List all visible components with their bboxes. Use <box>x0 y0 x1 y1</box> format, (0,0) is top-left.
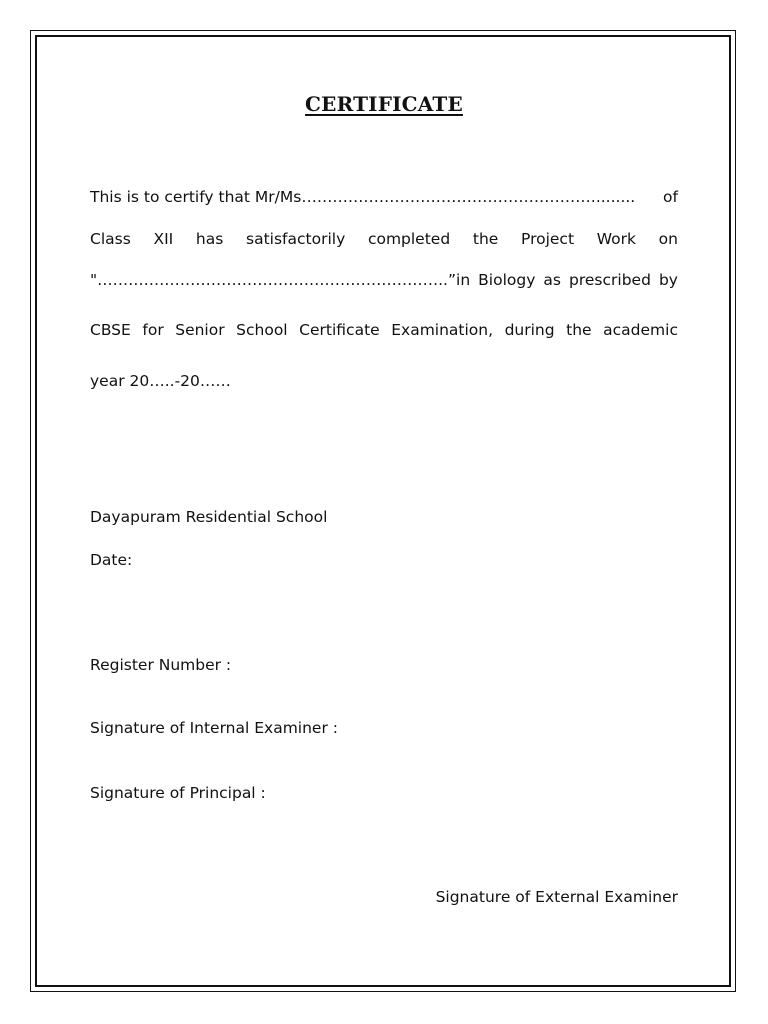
word: Senior <box>175 321 225 339</box>
word: XII <box>153 230 174 248</box>
word: Project <box>521 230 575 248</box>
word: for <box>142 321 164 339</box>
word: CBSE <box>90 321 131 339</box>
word: Certificate <box>299 321 380 339</box>
certify-text: This is to certify that Mr/Ms…………………………………………………........ <box>90 188 636 206</box>
certificate-title <box>0 92 768 116</box>
word: on <box>658 230 678 248</box>
word: completed <box>367 230 451 248</box>
certificate-title-text: CERTIFICATE <box>305 92 463 116</box>
principal-signature-label: Signature of Principal : <box>90 784 266 802</box>
body-line-2 <box>90 229 678 249</box>
body-line-4 <box>90 320 678 340</box>
word: during <box>504 321 555 339</box>
internal-examiner-signature-label: Signature of Internal Examiner : <box>90 719 338 737</box>
word: of <box>663 188 678 206</box>
academic-year-line: year 20…..-20…… <box>90 372 231 390</box>
body-line-3 <box>90 270 678 290</box>
word: School <box>236 321 288 339</box>
word: satisfactorily <box>246 230 346 248</box>
date-label: Date: <box>90 551 133 569</box>
word: as <box>543 271 561 289</box>
word: Examination, <box>391 321 494 339</box>
register-number-label: Register Number : <box>90 656 232 674</box>
word: Class <box>90 230 131 248</box>
word: by <box>658 271 678 289</box>
body-line-1 <box>90 187 678 207</box>
word: academic <box>603 321 678 339</box>
word: the <box>472 230 499 248</box>
external-examiner-signature-label: Signature of External Examiner <box>435 888 678 906</box>
project-title-blank: "…………………………………………………………..”in <box>90 271 471 289</box>
school-name: Dayapuram Residential School <box>90 508 328 526</box>
word: has <box>195 230 224 248</box>
word: Work <box>596 230 636 248</box>
word: Biology <box>478 271 536 289</box>
word: prescribed <box>569 271 651 289</box>
word: the <box>566 321 592 339</box>
